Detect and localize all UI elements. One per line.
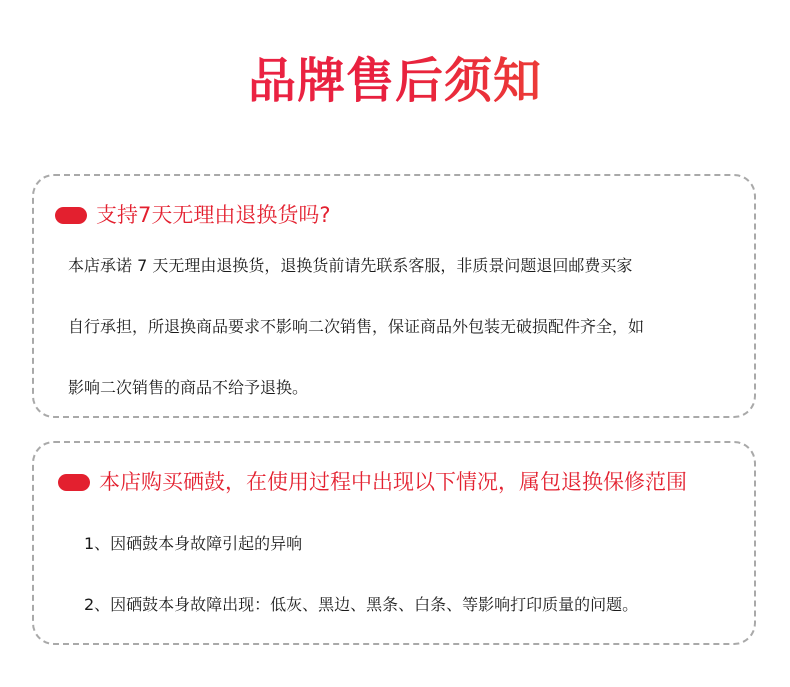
body-text-line: 影响二次销售的商品不给予退换。 <box>68 378 309 397</box>
card-heading <box>55 201 331 229</box>
page-title: 品牌售后须知 <box>0 50 790 112</box>
pill-marker-icon <box>55 207 87 224</box>
heading-text: 支持7天无理由退换货吗? <box>96 203 331 227</box>
notice-card-warranty <box>32 441 756 645</box>
heading-text: 本店购买硒鼓，在使用过程中出现以下情况，属包退换保修范围 <box>99 470 687 494</box>
notice-card-return-policy <box>32 174 756 418</box>
pill-marker-icon <box>58 474 90 491</box>
list-item: 1、因硒鼓本身故障引起的异响 <box>84 534 303 553</box>
body-text-line: 本店承诺 7 天无理由退换货，退换货前请先联系客服，非质景问题退回邮费买家 <box>68 256 633 275</box>
card-heading <box>58 468 687 496</box>
list-item: 2、因硒鼓本身故障出现：低灰、黑边、黑条、白条、等影响打印质量的问题。 <box>84 595 639 614</box>
body-text-line: 自行承担，所退换商品要求不影响二次销售，保证商品外包装无破损配件齐全，如 <box>68 317 645 336</box>
